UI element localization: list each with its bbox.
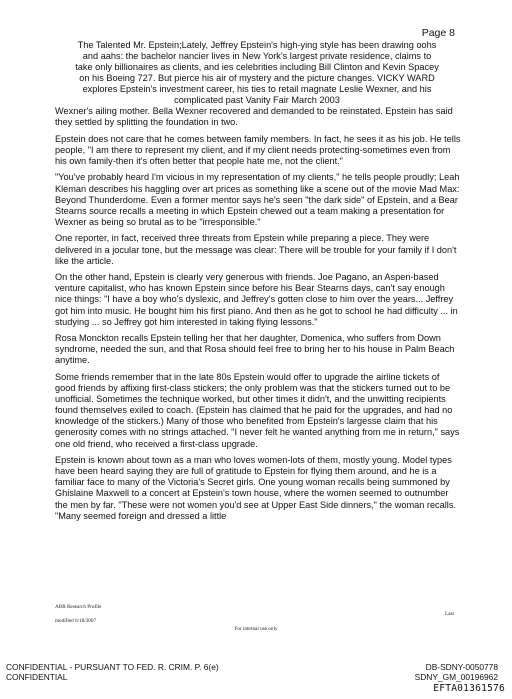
confidential-line: CONFIDENTIAL - PURSUANT TO FED. R. CRIM. P. 6(e) [6, 662, 219, 672]
article-body [55, 106, 461, 527]
paragraph: Epstein is known about town as a man who loves women-lots of them, mostly young. Model types have been heard saying they are full of gratitude to Epstein for flying them around, and he is a familiar face to many of the Victoria's Secret girls. One young woman recalls being summoned by Ghislaine Maxwell to a concert at Epstein's town house, where the women seemed to outnumber the men by far. "These were not women you'd see at Upper East Side dinners," the woman recalls. "Many seemed foreign and dressed a little [55, 455, 456, 521]
bates-line: SDNY_GM_00196962 [414, 672, 498, 682]
header-line: on his Boeing 727. But pierce his air of mystery and the picture changes. VICKY WARD [79, 73, 435, 84]
paragraph: One reporter, in fact, received three threats from Epstein while preparing a piece. They were delivered in a jocular tone, but the message was clear: There will be trouble for your family if I don't like the article. [55, 233, 457, 266]
paragraph: On the other hand, Epstein is clearly very generous with friends. Joe Pagano, an Aspen-based venture capitalist, who has known Epstein since before his Bear Stearns days, can't say enough nice things: "I have a boy who's dyslexic, and Jeffrey's gotten close to him over the years... Jeffrey got him into music. He bought him his first piano. And then as he got to school he had difficulty ... in studying ... so Jeffrey got him interested in taking flying lessons." [55, 272, 458, 327]
confidential-line: CONFIDENTIAL [6, 672, 68, 682]
footer-modified-label: modified 6/18/2007 [55, 618, 97, 624]
bates-numbers [415, 662, 498, 682]
header-line: and aahs: the bachelor nancier lives in New York's largest private residence, claims to [82, 51, 432, 62]
header-line: The Talented Mr. Epstein;Lately, Jeffrey Epstein's high-ying style has been drawing oohs [77, 40, 437, 50]
footer-profile-label: ABR Research Profile [55, 604, 102, 610]
efta-number: EFTA01361576 [433, 683, 505, 694]
header-line: take only billionaires as clients, and ies celebrities including Bill Clinton and Kevin Spacey [75, 62, 439, 73]
confidential-notice [6, 662, 219, 682]
page-number: Page 8 [421, 27, 455, 39]
article-header [55, 40, 459, 107]
paragraph: Epstein does not care that he comes between family members. In fact, he sees it as his job. He tells people, "I am there to represent my client, and if my client needs protecting-sometimes even from his own family-then it's often better that people hate me, not the client." [55, 133, 461, 166]
header-line: complicated past Vanity Fair March 2003 [174, 95, 340, 106]
footer-internal-use: For internal use only [234, 626, 278, 632]
paragraph: "You've probably heard I'm vicious in my representation of my clients," he tells people proudly; Leah Kleman describes his haggling over art prices as something like a scene out of the movie Mad Max: Beyond Thunderdome. Even a former mentor says he's seen "the dark side" of Epstein, and a Bear Stearns source recalls a meeting in which Epstein chewed out a team making a presentation for Wexner as being so brutal as to be "irresponsible." [55, 172, 460, 227]
paragraph: Rosa Monckton recalls Epstein telling her that her daughter, Domenica, who suffers from Down syndrome, needed the sun, and that Rosa should feel free to bring her to his house in Palm Beach anytime. [55, 333, 455, 366]
paragraph: Some friends remember that in the late 80s Epstein would offer to upgrade the airline tickets of good friends by affixing first-class stickers; the only problem was that the stickers turned out to be unofficial. Sometimes the technique worked, but other times it didn't, and the unwitting recipients found themselves exiled to coach. (Epstein has claimed that he paid for the upgrades, and had no knowledge of the stickers.) Many of those who benefited from Epstein's largesse claim that his generosity comes with no strings attached. "I never felt he wanted anything from me in return," says one old friend, who received a first-class upgrade. [55, 371, 460, 449]
bates-line: DB-SDNY-0050778 [425, 662, 498, 672]
paragraph: Wexner's ailing mother. Bella Wexner recovered and demanded to be reinstated. Epstein has said they settled by splitting the foundation in two. [55, 106, 453, 128]
footer-last-label: Last [445, 611, 454, 617]
header-line: explores Epstein's investment career, his ties to retail magnate Leslie Wexner, and his [82, 84, 432, 95]
